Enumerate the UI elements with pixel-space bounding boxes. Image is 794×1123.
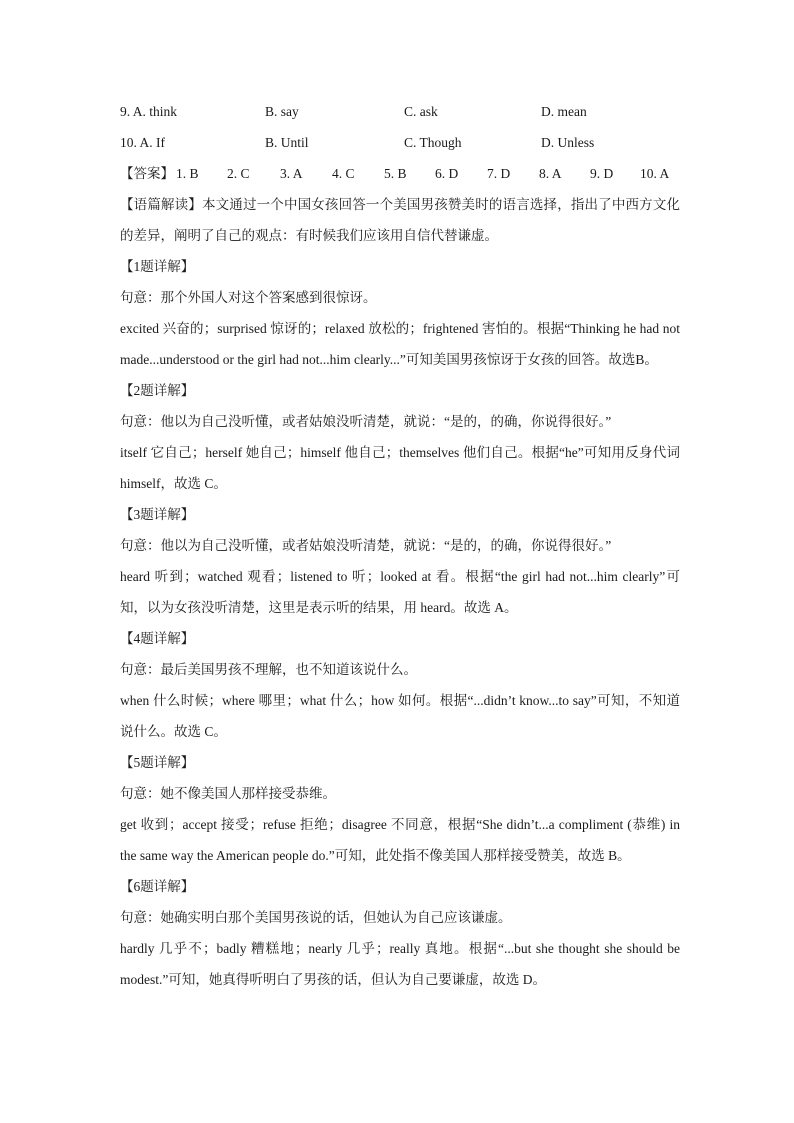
sentence-meaning: 句意：她不像美国人那样接受恭维。 xyxy=(120,786,336,801)
explanation-heading: 【2题详解】 xyxy=(120,383,195,398)
answer-item: 8. A xyxy=(539,166,562,181)
q10-option-d: D. Unless xyxy=(541,135,595,150)
q10-option-a: 10. A. If xyxy=(120,135,166,150)
answer-key xyxy=(120,158,680,189)
answer-label: 【答案】 xyxy=(120,166,174,181)
passage-intro: 【语篇解读】本文通过一个中国女孩回答一个美国男孩赞美时的语言选择，指出了中西方文化的差异，阐明了自己的观点：有时候我们应该用自信代替谦虚。 xyxy=(120,197,680,243)
answer-item: 5. B xyxy=(384,166,407,181)
explanation-heading: 【6题详解】 xyxy=(120,879,195,894)
explanation-6 xyxy=(120,871,680,995)
answer-item: 9. D xyxy=(590,166,614,181)
explanation-detail: itself 它自己；herself 她自己；himself 他自己；themselves 他们自己。根据“he”可知用反身代词 himself，故选 C。 xyxy=(120,445,680,491)
explanation-heading: 【5题详解】 xyxy=(120,755,195,770)
answer-item: 2. C xyxy=(227,166,250,181)
explanation-1 xyxy=(120,251,680,375)
explanation-detail: excited 兴奋的；surprised 惊讶的；relaxed 放松的；frightened 害怕的。根据“Thinking he had not made...understood or the girl had not...him clearly...”可知美国男孩惊讶于女孩的回答。故选B。 xyxy=(120,321,680,367)
sentence-meaning: 句意：他以为自己没听懂，或者姑娘没听清楚，就说：“是的，的确，你说得很好。” xyxy=(120,414,612,429)
answer-item: 6. D xyxy=(435,166,459,181)
question-9-options xyxy=(120,96,680,127)
explanation-2 xyxy=(120,375,680,499)
explanation-detail: heard 听到；watched 观看；listened to 听；looked at 看。根据“the girl had not...him clearly”可知，以为女孩没听清楚，这里是表示听的结果，用 heard。故选 A。 xyxy=(120,569,680,615)
document-page xyxy=(120,96,680,995)
q9-option-a: 9. A. think xyxy=(120,104,178,119)
explanation-heading: 【4题详解】 xyxy=(120,631,195,646)
explanation-5 xyxy=(120,747,680,871)
sentence-meaning: 句意：她确实明白那个美国男孩说的话，但她认为自己应该谦虚。 xyxy=(120,910,512,925)
answer-item: 4. C xyxy=(332,166,355,181)
answer-item: 7. D xyxy=(487,166,511,181)
explanation-detail: get 收到；accept 接受；refuse 拒绝；disagree 不同意，根据“She didn’t...a compliment (恭维) in the same way the American people do.”可知，此处指不像美国人那样接受赞美，故选 B。 xyxy=(120,817,680,863)
sentence-meaning: 句意：他以为自己没听懂，或者姑娘没听清楚，就说：“是的，的确，你说得很好。” xyxy=(120,538,612,553)
answer-item: 3. A xyxy=(280,166,303,181)
sentence-meaning: 句意：那个外国人对这个答案感到很惊讶。 xyxy=(120,290,377,305)
explanation-heading: 【1题详解】 xyxy=(120,259,195,274)
explanation-detail: hardly 几乎不；badly 糟糕地；nearly 几乎；really 真地。根据“...but she thought she should be modest.”可知，她真得听明白了男孩的话，但认为自己要谦虚，故选 D。 xyxy=(120,941,680,987)
explanation-3 xyxy=(120,499,680,623)
explanation-heading: 【3题详解】 xyxy=(120,507,195,522)
sentence-meaning: 句意：最后美国男孩不理解，也不知道该说什么。 xyxy=(120,662,417,677)
question-10-options xyxy=(120,127,680,158)
explanation-4 xyxy=(120,623,680,747)
q9-option-c: C. ask xyxy=(404,104,438,119)
q10-option-b: B. Until xyxy=(265,135,309,150)
answer-item: 1. B xyxy=(176,166,199,181)
explanation-detail: when 什么时候；where 哪里；what 什么；how 如何。根据“...didn’t know...to say”可知，不知道说什么。故选 C。 xyxy=(120,693,680,739)
q9-option-b: B. say xyxy=(265,104,299,119)
answer-item: 10. A xyxy=(640,166,670,181)
q10-option-c: C. Though xyxy=(404,135,462,150)
q9-option-d: D. mean xyxy=(541,104,587,119)
